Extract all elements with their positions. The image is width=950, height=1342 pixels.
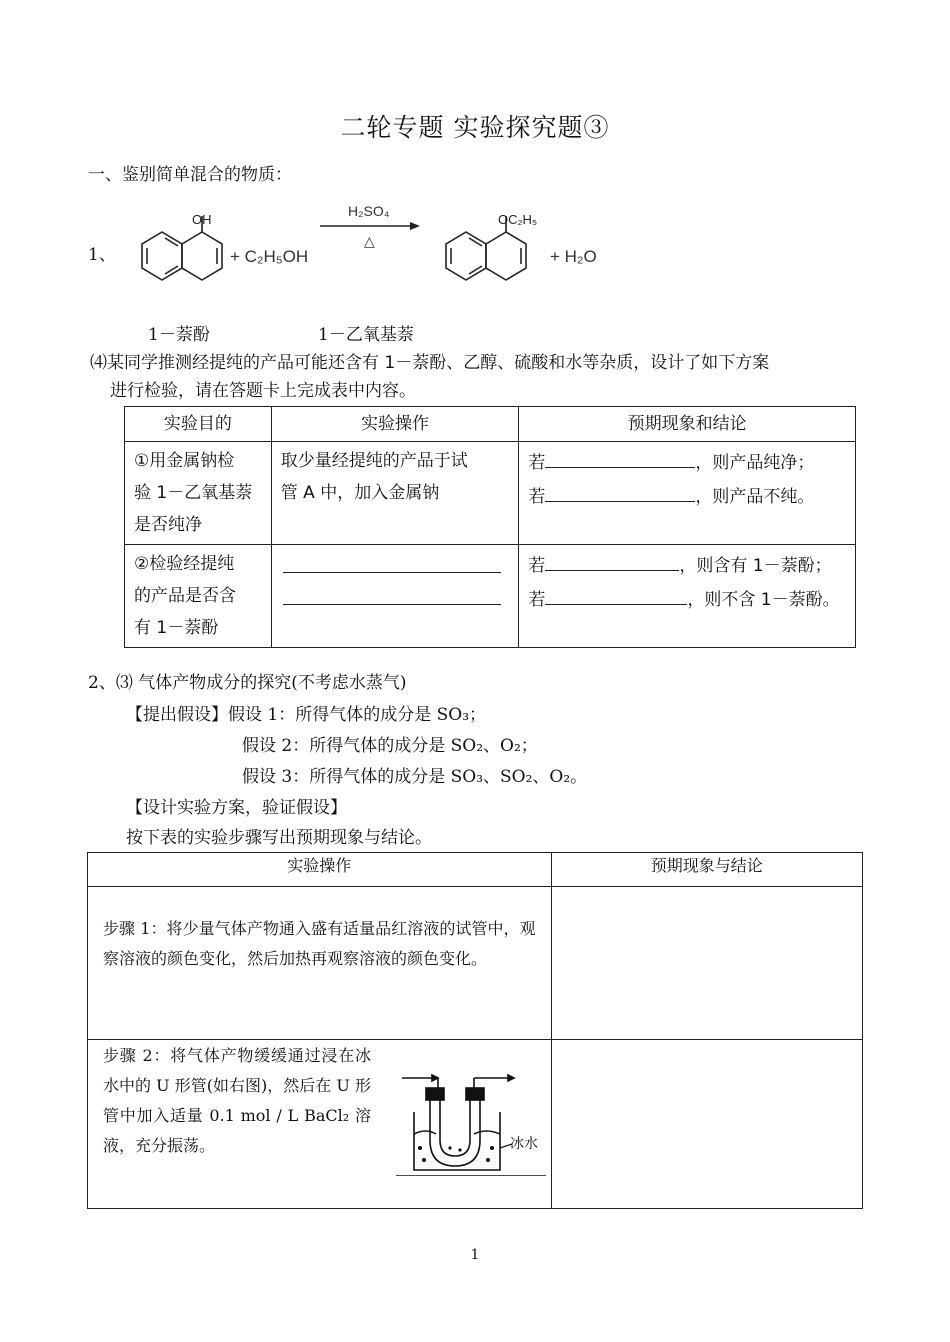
result-suffix: ，则不含 1－萘酚。	[687, 590, 840, 610]
table-2-row-step-2	[88, 1040, 863, 1209]
hypothesis-label: 【提出假设】	[126, 705, 228, 725]
table-instruction: 按下表的实验步骤写出预期现象与结论。	[126, 828, 432, 848]
result-suffix: ，则产品纯净；	[695, 453, 815, 473]
page-title: 二轮专题 实验探究题③	[340, 113, 610, 142]
table-1-header-result: 预期现象和结论	[519, 407, 856, 442]
table-1-row-2	[125, 545, 856, 648]
step-1-answer-cell[interactable]	[551, 887, 862, 1040]
result-suffix: ，则含有 1－萘酚；	[679, 556, 832, 576]
hypothesis-2: 假设 2：所得气体的成分是 SO₂、O₂；	[242, 736, 538, 756]
design-heading: 【设计实验方案，验证假设】	[126, 798, 347, 818]
product-water-label: + H₂O	[550, 247, 597, 266]
table-2-header-operation: 实验操作	[88, 853, 552, 887]
table-1-row-1-result	[519, 442, 856, 545]
question-1-intro-line-2: 进行检验，请在答题卡上完成表中内容。	[110, 381, 416, 401]
product-oc2h5-label: OC₂H₅	[498, 212, 538, 227]
table-2-header-row	[88, 853, 863, 887]
step-1-text: 步骤 1：将少量气体产物通入盛有适量品红溶液的试管中，观察溶液的颜色变化，然后加热再观察溶液的颜色变化。	[103, 919, 536, 968]
answer-blank[interactable]	[545, 445, 695, 468]
step-2-answer-cell[interactable]	[551, 1040, 862, 1209]
table-2-row-step-1	[88, 887, 863, 1040]
u-tube-diagram	[396, 1064, 548, 1176]
step-2-text: 步骤 2：将气体产物缓缓通过浸在冰水中的 U 形管(如右图)，然后在 U 形管中加入适量 0.1 mol / L BaCl₂ 溶液，充分振荡。	[103, 1046, 371, 1155]
table-1-row-1-purpose	[125, 442, 272, 545]
step-1-cell	[88, 887, 552, 1040]
hypothesis-1: 假设 1：所得气体的成分是 SO₃；	[228, 705, 487, 725]
table-1-row-2-purpose	[125, 545, 272, 648]
question-2-heading: 2、⑶ 气体产物成分的探究(不考虑水蒸气)	[88, 673, 407, 693]
operation-line: 管 A 中，加入金属钠	[280, 483, 440, 503]
operation-line: 取少量经提纯的产品于试	[280, 451, 468, 471]
purpose-line: 的产品是否含	[134, 586, 236, 606]
page-number: 1	[470, 1247, 480, 1263]
purpose-line: 验 1－乙氧基萘	[134, 483, 253, 503]
answer-blank[interactable]	[283, 582, 501, 605]
purpose-line: 有 1－萘酚	[134, 618, 219, 638]
table-1-row-2-result	[519, 545, 856, 648]
ice-water-label: 冰水	[510, 1136, 538, 1152]
result-prefix: 若	[528, 453, 546, 473]
table-1-header-purpose: 实验目的	[125, 407, 272, 442]
hypothesis-line-1	[126, 700, 486, 725]
question-1-intro-line-1: ⑷某同学推测经提纯的产品可能还含有 1－萘酚、乙醇、硫酸和水等杂质，设计了如下方案	[90, 353, 770, 373]
hypothesis-3: 假设 3：所得气体的成分是 SO₃、SO₂、O₂。	[242, 767, 588, 787]
experiment-table-1	[124, 406, 856, 648]
table-1-row-2-operation	[271, 545, 519, 648]
table-2-header-result: 预期现象与结论	[551, 853, 862, 887]
table-1-row-1-operation	[271, 442, 519, 545]
compound-label-naphthol: 1－萘酚	[148, 325, 210, 345]
result-prefix: 若	[528, 590, 546, 610]
reactant-ethanol-label: + C₂H₅OH	[230, 247, 309, 266]
result-suffix: ，则产品不纯。	[695, 487, 815, 507]
answer-blank[interactable]	[545, 548, 679, 571]
reaction-scheme	[120, 196, 640, 306]
purpose-line: ②检验经提纯	[134, 554, 235, 574]
section-heading-1: 一、鉴别简单混合的物质：	[88, 165, 292, 185]
compound-label-ethoxynaphthalene: 1－乙氧基萘	[318, 325, 414, 345]
arrow-top-label: H₂SO₄	[348, 203, 390, 219]
purpose-line: 是否纯净	[134, 515, 202, 535]
question-1-number: 1、	[88, 245, 116, 265]
table-1-header-row	[125, 407, 856, 442]
step-2-cell	[88, 1040, 552, 1209]
purpose-line: ①用金属钠检	[134, 451, 235, 471]
table-1-row-1	[125, 442, 856, 545]
result-prefix: 若	[528, 556, 546, 576]
answer-blank[interactable]	[545, 582, 687, 605]
reactant-oh-label: OH	[192, 212, 212, 227]
answer-blank[interactable]	[283, 550, 501, 573]
answer-blank[interactable]	[545, 479, 695, 502]
result-prefix: 若	[528, 487, 546, 507]
experiment-table-2	[87, 852, 863, 1209]
table-1-header-operation: 实验操作	[271, 407, 519, 442]
arrow-bottom-label: △	[364, 233, 375, 249]
